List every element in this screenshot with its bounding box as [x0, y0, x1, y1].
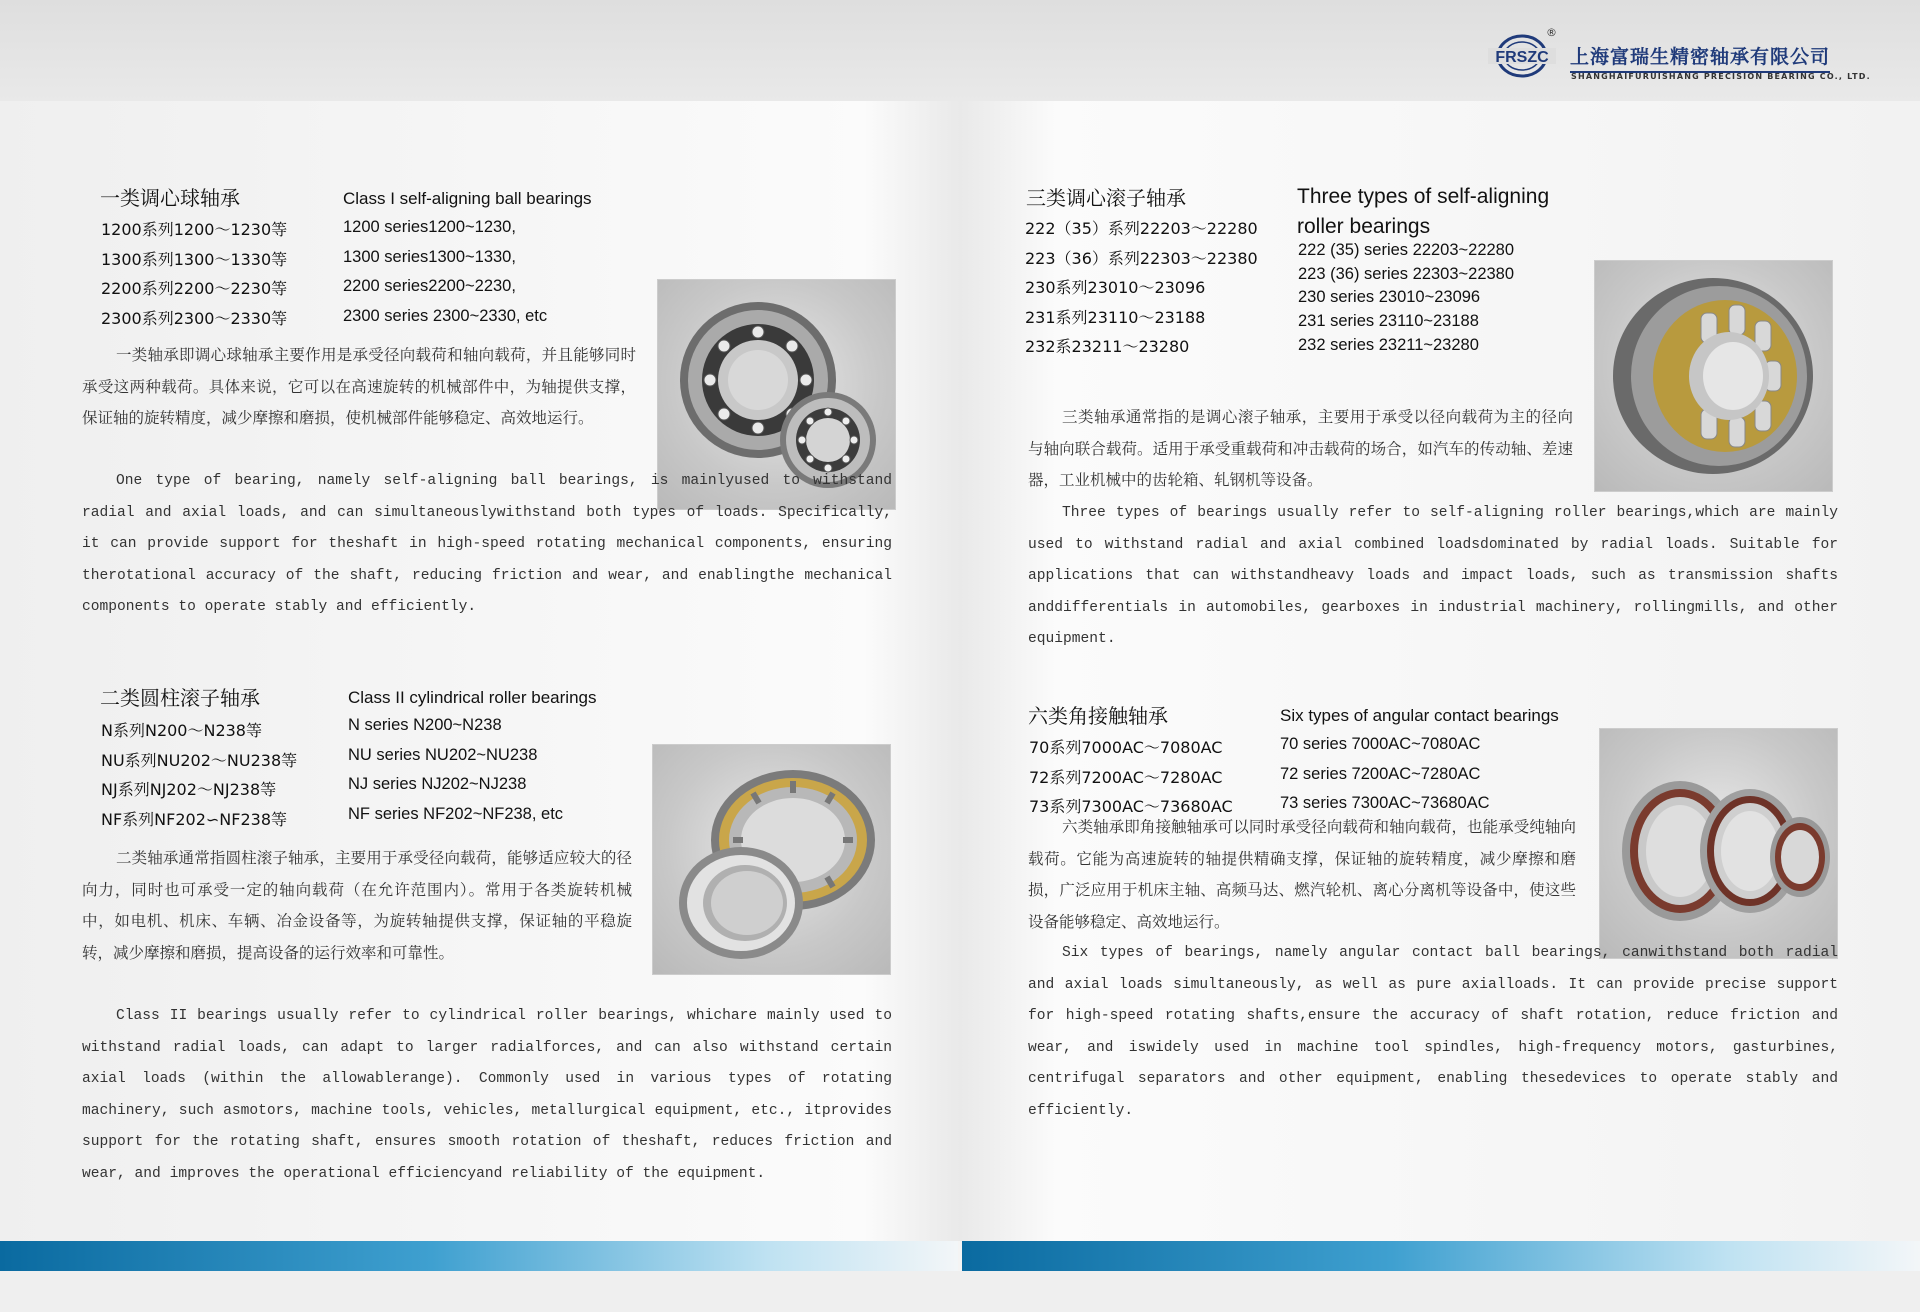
- class2-title-en: Class II cylindrical roller bearings: [348, 688, 597, 707]
- class6-description-cn: 六类轴承即角接触轴承可以同时承受径向载荷和轴向载荷，也能承受纯轴向载荷。它能为高速旋转的轴提供精确支撑，保证轴的旋转精度，减少摩擦和磨损，广泛应用于机床主轴、高频马达、燃汽轮机、离心分离机等设备中，使这些设备能够稳定、高效地运行。: [1028, 818, 1576, 931]
- footer-bar-left: [0, 1241, 960, 1271]
- list-item: 223（36）系列22303～22380: [1025, 248, 1258, 268]
- list-item: 231系列23110～23188: [1025, 307, 1206, 327]
- list-item: NJ系列NJ202～NJ238等: [101, 780, 277, 799]
- list-item: 73 series 7300AC~73680AC: [1280, 794, 1490, 812]
- list-item: NU series NU202~NU238: [348, 745, 538, 764]
- list-item: 222 (35) series 22203~22280: [1298, 241, 1515, 259]
- list-item: 232系23211～23280: [1025, 337, 1190, 356]
- list-item: 1200 series1200~1230,: [343, 218, 516, 236]
- list-item: 223 (36) series 22303~22380: [1298, 264, 1515, 283]
- page-gutter: [958, 1241, 962, 1271]
- cylindrical-roller-bearing-icon: [653, 745, 890, 974]
- class6-title-cn: 六类角接触轴承: [1028, 704, 1168, 728]
- list-item: 231 series 23110~23188: [1298, 312, 1479, 331]
- list-item: NJ series NJ202~NJ238: [348, 775, 527, 793]
- class3-bearing-photo: [1595, 261, 1832, 491]
- class6-series-cn-list: [1029, 735, 1233, 824]
- class1-title-en: Class I self-aligning ball bearings: [343, 189, 592, 208]
- class2-bearing-photo: [653, 745, 890, 974]
- class3-series-cn-list: [1025, 216, 1258, 364]
- class2-description-en: Class II bearings usually refer to cylindrical roller bearings, whichare mainly used to withstand radial loads, can adapt to larger radialforces, and can also withstand certain axial loads (within the allowablerange). Commonly used in various types of rotating machinery, such asmotors, machine tools, vehicles, metallurgical equipment, etc., itprovides support for the rotating shaft, ensures smooth rotation of theshaft, reduces friction and wear, and improves the operational efficiencyand reliability of the equipment.: [82, 1008, 892, 1182]
- class6-title-en: Six types of angular contact bearings: [1280, 706, 1559, 725]
- class3-title-cn: 三类调心滚子轴承: [1026, 186, 1186, 210]
- company-logo-icon: [1488, 34, 1556, 78]
- list-item: NF系列NF202∽NF238等: [101, 809, 288, 829]
- list-item: 230系列23010～23096: [1025, 278, 1206, 297]
- list-item: 73系列7300AC～73680AC: [1029, 797, 1233, 816]
- list-item: 2200 series2200~2230,: [343, 277, 516, 295]
- class1-description-en: One type of bearing, namely self-aligning ball bearings, is mainlyused to withstand radial and axial loads, and can simultaneouslywithstand both types of loads. Specifically, it can provide support for theshaft in high-speed rotating mechanical components, ensuring therotational accuracy of the shaft, reducing friction and wear, and enablingthe mechanical components to operate stably and efficiently.: [82, 473, 892, 616]
- list-item: 1300 series1300~1330,: [343, 247, 516, 266]
- list-item: 230 series 23010~23096: [1298, 288, 1481, 307]
- class1-series-cn-list: [101, 217, 287, 335]
- company-name-en: SHANGHAIFURUISHANG PRECISION BEARING CO., LTD.: [1571, 72, 1871, 81]
- class1-title-cn: 一类调心球轴承: [100, 186, 240, 210]
- class3-series-en-list: [1298, 241, 1514, 359]
- list-item: 222（35）系列22203～22280: [1025, 219, 1258, 238]
- class2-title-cn: 二类圆柱滚子轴承: [100, 686, 260, 710]
- list-item: 2200系列2200～2230等: [101, 279, 288, 298]
- list-item: 2300 series 2300~2330, etc: [343, 306, 548, 325]
- list-item: 1200系列1200～1230等: [101, 220, 288, 239]
- angular-contact-bearing-icon: [1600, 729, 1837, 958]
- class1-description-cn: 一类轴承即调心球轴承主要作用是承受径向载荷和轴向载荷，并且能够同时承受这两种载荷。具体来说，它可以在高速旋转的机械部件中，为轴提供支撑，保证轴的旋转精度，减少摩擦和磨损，使机械部件能够稳定、高效地运行。: [82, 346, 636, 427]
- list-item: 72系列7200AC～7280AC: [1029, 767, 1223, 787]
- class2-description-cn: 二类轴承通常指圆柱滚子轴承，主要用于承受径向载荷，能够适应较大的径向力，同时也可承受一定的轴向载荷（在允许范围内）。常用于各类旋转机械中，如电机、机床、车辆、冶金设备等，为旋转轴提供支撑，保证轴的平稳旋转，减少摩擦和磨损，提高设备的运行效率和可靠性。: [82, 849, 632, 962]
- logo-text: FRSZC: [1495, 49, 1549, 66]
- class6-bearing-photo: [1600, 729, 1837, 958]
- list-item: N series N200~N238: [348, 716, 502, 734]
- list-item: 70系列7000AC～7080AC: [1029, 738, 1223, 757]
- class3-description-en: Three types of bearings usually refer to self-aligning roller bearings,which are mainly used to withstand radial and axial combined loadsdominated by radial loads. Suitable for applications that can withstandheavy loads and impact loads, such as transmission shafts anddifferentials in automobiles, gearboxes in industrial machinery, rollingmills, and other equipment.: [1028, 505, 1838, 648]
- class1-series-en-list: [343, 218, 547, 336]
- registered-mark: ®: [1546, 26, 1557, 39]
- list-item: 70 series 7000AC~7080AC: [1280, 735, 1481, 753]
- list-item: 2300系列2300～2330等: [101, 308, 288, 328]
- list-item: NF series NF202~NF238, etc: [348, 804, 564, 823]
- list-item: 1300系列1300～1330等: [101, 249, 288, 269]
- list-item: 232 series 23211~23280: [1298, 335, 1479, 354]
- page-bottom: [0, 1271, 1920, 1312]
- class2-series-cn-list: [101, 718, 297, 836]
- footer-bar-right: [960, 1241, 1920, 1271]
- class6-series-en-list: [1280, 735, 1490, 824]
- class6-description-en: Six types of bearings, namely angular contact ball bearings, canwithstand both radial and axial loads simultaneously, as well as pure axialloads. It can provide precise support for high-speed rotating shafts,ensure the accuracy of shaft rotation, reduce friction and wear, and iswidely used in machine tool spindles, high-frequency motors, gasturbines, centrifugal separators and other equipment, enabling thesedevices to operate stably and efficiently.: [1028, 945, 1838, 1119]
- list-item: N系列N200～N238等: [101, 721, 262, 740]
- list-item: 72 series 7200AC~7280AC: [1280, 764, 1481, 783]
- spherical-roller-bearing-icon: [1595, 261, 1832, 491]
- list-item: NU系列NU202～NU238等: [101, 750, 298, 770]
- company-name-cn: 上海富瑞生精密轴承有限公司: [1570, 42, 1830, 73]
- class3-title-en: Three types of self-aligning roller bearings: [1297, 185, 1550, 238]
- class2-series-en-list: [348, 716, 563, 834]
- class3-description-cn: 三类轴承通常指的是调心滚子轴承，主要用于承受以径向载荷为主的径向与轴向联合载荷。适用于承受重载荷和冲击载荷的场合，如汽车的传动轴、差速器，工业机械中的齿轮箱、轧钢机等设备。: [1028, 408, 1573, 489]
